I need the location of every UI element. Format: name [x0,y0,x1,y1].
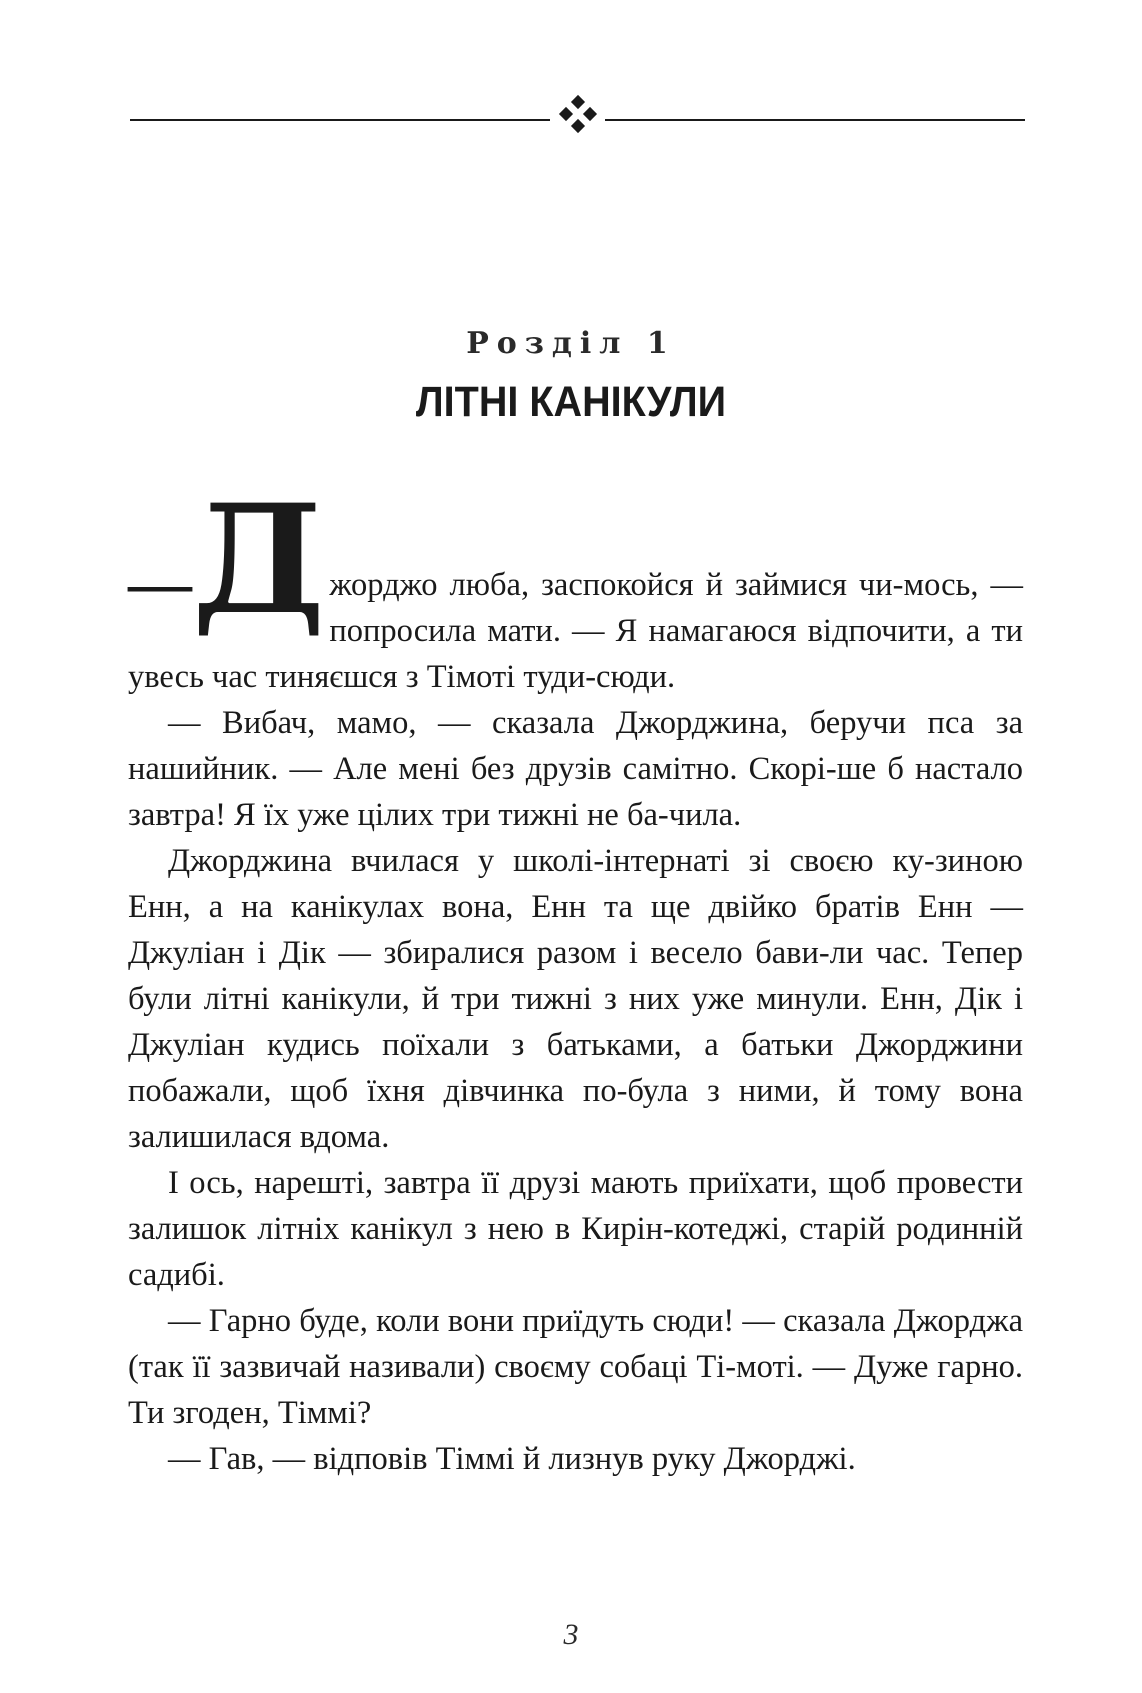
body-text [128,472,1023,1482]
paragraph-1 [128,472,1023,700]
diamond-ornament-icon [550,92,606,148]
ornament-rule-right [605,119,1025,121]
paragraph-2: — Вибач, мамо, — сказала Джорджина, беручи пса за нашийник. — Але мені без друзів самітно. Скорі-ше б настало завтра! Я їх уже цілих три тижні не ба-чила. [128,705,1023,833]
paragraph-5: — Гарно буде, коли вони приїдуть сюди! — сказала Джорджа (так її зазвичай називали) своєму собаці Ті-моті. — Дуже гарно. Ти згоден, Тіммі? [128,1303,1023,1431]
lead-dash: — [128,547,192,618]
chapter-label: Розділ 1 [466,326,676,361]
drop-cap: Д [192,472,326,648]
chapter-title: ЛІТНІ КАНІКУЛИ [415,378,727,426]
header-ornament [130,92,1025,148]
paragraph-6: — Гав, — відповів Тіммі й лизнув руку Джорджі. [168,1441,856,1477]
paragraph-3: Джорджина вчилася у школі-інтернаті зі своєю ку-зиною Енн, а на канікулах вона, Енн та ще двійко братів Енн — Джуліан і Дік — збиралися разом і весело бави-ли час. Тепер були літні канікули, й три тижні з них уже минули. Енн, Дік і Джуліан кудись поїхали з батьками, а батьки Джорджини побажали, щоб їхня дівчинка по-була з ними, й тому вона залишилася вдома. [128,843,1023,1155]
ornament-rule-left [130,119,550,121]
paragraph-4: І ось, нарешті, завтра її друзі мають приїхати, щоб провести залишок літніх канікул з нею в Кирін-котеджі, старій родинній садибі. [128,1165,1023,1293]
paragraph-text: жорджо люба, заспокойся й займися чи-мось, — попросила мати. — Я намагаюся відпочити, а ти увесь час тиняєшся з Тімоті туди-сюди. [128,567,1023,695]
page-number: 3 [563,1618,579,1651]
